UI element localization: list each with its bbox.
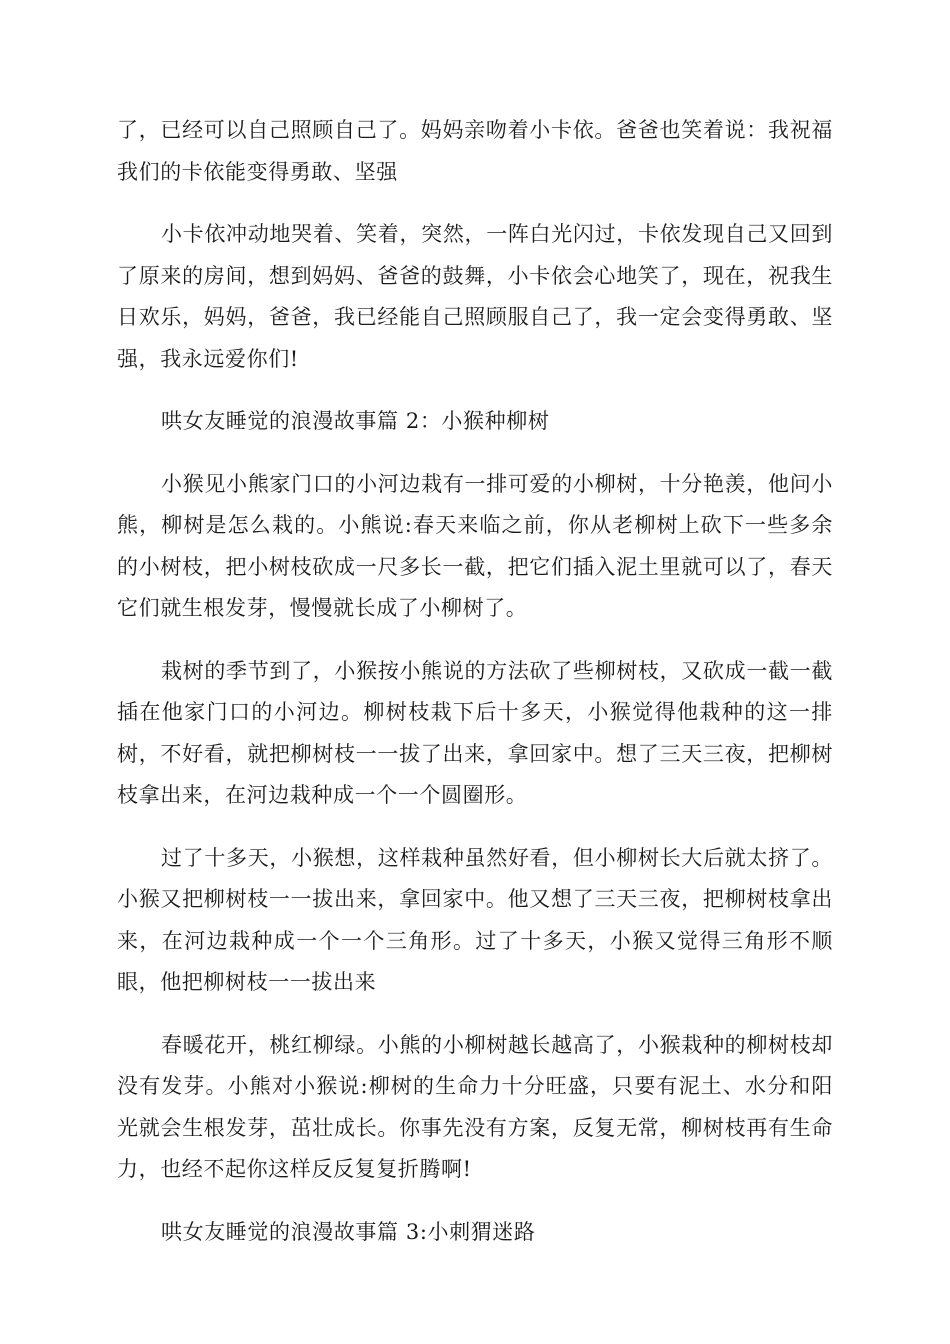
story-heading-3: 哄女友睡觉的浪漫故事篇 3:小刺猬迷路 bbox=[161, 1219, 536, 1244]
paragraph-monkey-planting: 栽树的季节到了，小猴按小熊说的方法砍了些柳树枝，又砍成一截一截插在他家门口的小河边。柳树枝栽下后十多天，小猴觉得他栽种的这一排树，不好看，就把柳树枝一一拔了出来，拿回家中。想了三天三夜，把柳树枝拿出来，在河边栽种成一个一个圆圈形。 bbox=[117, 658, 833, 807]
paragraph-monkey-triangle: 过了十多天，小猴想，这样栽种虽然好看，但小柳树长大后就太挤了。小猴又把柳树枝一一拔出来，拿回家中。他又想了三天三夜，把柳树枝拿出来，在河边栽种成一个一个三角形。过了十多天，小猴又觉得三角形不顺眼，他把柳树枝一一拔出来 bbox=[117, 845, 833, 994]
document-body bbox=[117, 110, 833, 1274]
story-heading-2: 哄女友睡觉的浪漫故事篇 2：小猴种柳树 bbox=[161, 409, 550, 433]
paragraph-continuation: 了，已经可以自己照顾自己了。妈妈亲吻着小卡依。爸爸也笑着说：我祝福我们的卡依能变得勇敢、坚强 bbox=[117, 118, 833, 184]
paragraph-kayi-ending: 小卡依冲动地哭着、笑着，突然，一阵白光闪过，卡依发现自己又回到了原来的房间，想到妈妈、爸爸的鼓舞，小卡依会心地笑了，现在，祝我生日欢乐，妈妈，爸爸，我已经能自己照顾服自己了，我一定会变得勇敢、坚强，我永远爱你们! bbox=[117, 222, 833, 371]
paragraph-monkey-intro: 小猴见小熊家门口的小河边栽有一排可爱的小柳树，十分艳羡，他问小熊，柳树是怎么栽的。小熊说:春天来临之前，你从老柳树上砍下一些多余的小树枝，把小树枝砍成一尺多长一截，把它们插入泥土里就可以了，春天它们就生根发芽，慢慢就长成了小柳树了。 bbox=[117, 471, 833, 620]
paragraph-monkey-lesson: 春暖花开，桃红柳绿。小熊的小柳树越长越高了，小猴栽种的柳树枝却没有发芽。小熊对小猴说:柳树的生命力十分旺盛，只要有泥土、水分和阳光就会生根发芽，茁壮成长。你事先没有方案，反复无常，柳树枝再有生命力，也经不起你这样反反复复折腾啊! bbox=[117, 1032, 833, 1181]
